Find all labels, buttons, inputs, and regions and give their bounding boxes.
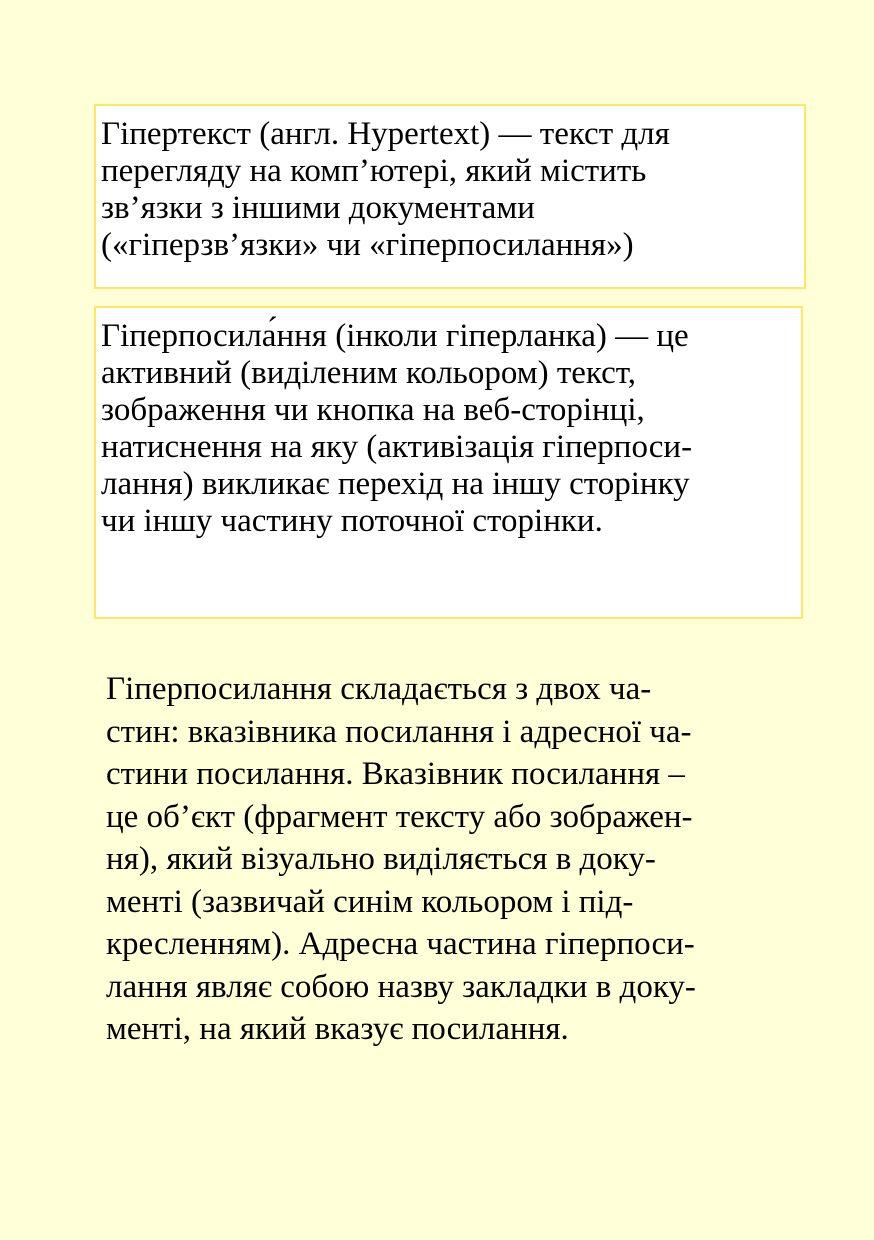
text-line: зображення чи кнопка на веб-сторінці, bbox=[101, 392, 645, 428]
hypertext-definition-box bbox=[94, 104, 806, 289]
text-line: ня), який візуально виділяється в доку- bbox=[106, 841, 656, 877]
text-line: натиснення на яку (активізація гіперпоси- bbox=[101, 429, 693, 465]
text-line: стин: вказівника посилання і адресної ча- bbox=[106, 713, 692, 750]
text-line: Гіпертекст (англ. Hypertext) — текст для bbox=[101, 116, 670, 152]
hyperlink-definition-box bbox=[94, 306, 803, 619]
text-line: Гіперпосилання складається з двох ча- bbox=[106, 671, 652, 707]
text-line: менті (зазвичай синім кольором і під- bbox=[106, 883, 634, 920]
text-line: зв’язки з іншими документами bbox=[101, 190, 535, 226]
text-line: лання являє собою назву закладки в доку- bbox=[106, 968, 696, 1005]
text-line: це об’єкт (фрагмент тексту або зображен- bbox=[106, 798, 693, 835]
text-line: перегляду на комп’ютері, який містить bbox=[101, 153, 647, 189]
text-line: кресленням). Адресна частина гіперпоси- bbox=[106, 926, 695, 962]
text-line: лання) викликає перехід на іншу сторінку bbox=[101, 466, 690, 502]
text-line: Гіперпосила́ння (інколи гіперланка) — це bbox=[101, 318, 689, 354]
text-line: менті, на який вказує посилання. bbox=[106, 1011, 569, 1047]
hyperlink-structure-paragraph bbox=[106, 668, 806, 1051]
text-line: стини посилання. Вказівник посилання – bbox=[106, 756, 685, 792]
text-line: чи іншу частину поточної сторінки. bbox=[101, 503, 603, 539]
text-line: («гіперзв’язки» чи «гіперпосилання») bbox=[101, 227, 634, 263]
text-line: активний (виділеним кольором) текст, bbox=[101, 355, 636, 391]
